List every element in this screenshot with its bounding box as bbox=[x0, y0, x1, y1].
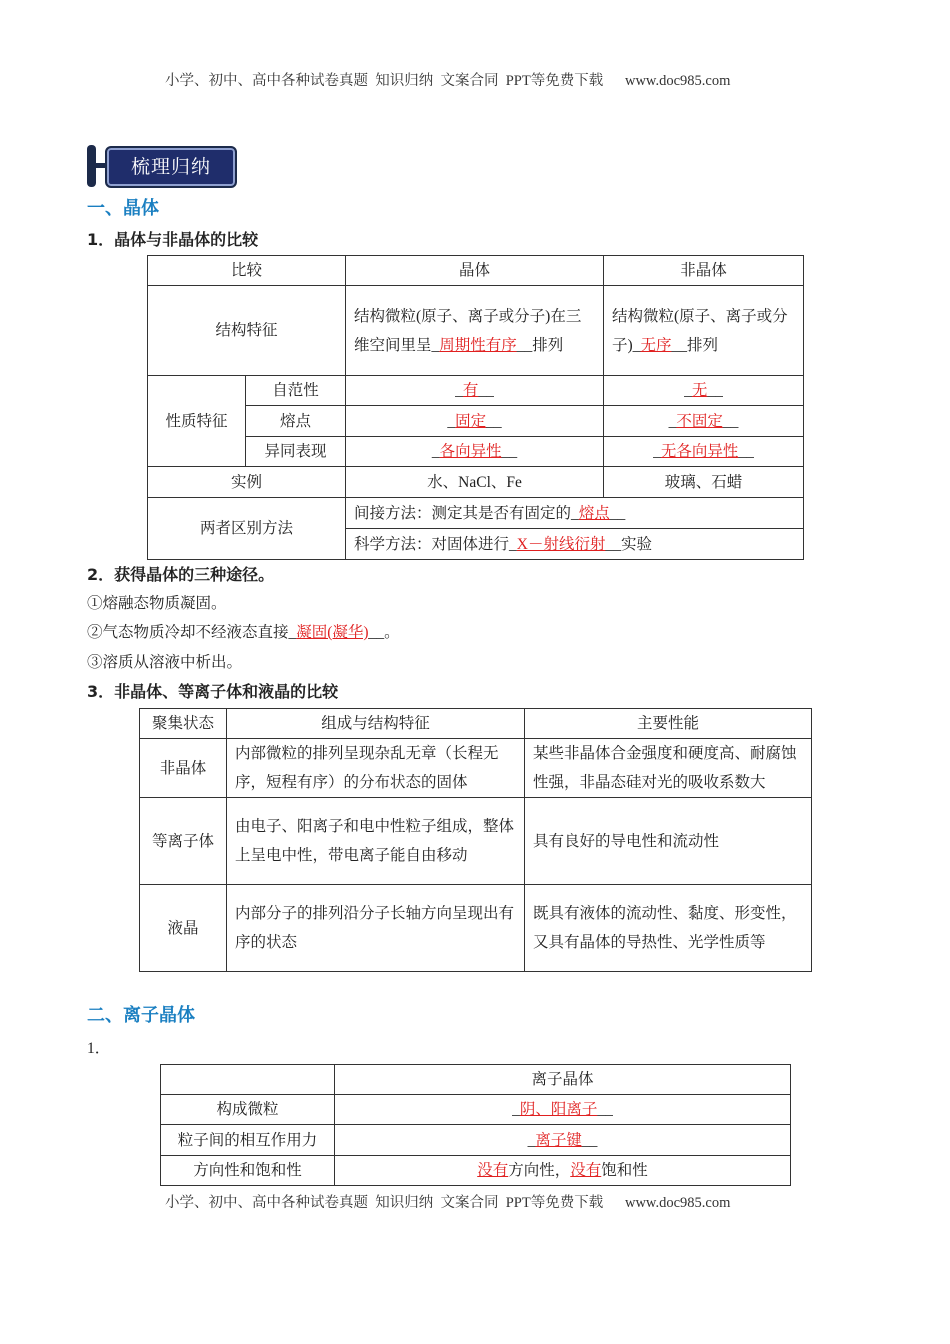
paragraph: ①熔融态物质凝固。 bbox=[87, 595, 227, 612]
answer-cell bbox=[335, 1156, 791, 1186]
answer-text: 熔点 bbox=[578, 504, 610, 522]
answer-cell: _各向异性__ bbox=[346, 437, 604, 467]
cell: 玻璃、石蜡 bbox=[604, 467, 804, 498]
text: __。 bbox=[368, 624, 400, 641]
method-cell bbox=[346, 498, 804, 529]
text: 饱和性 bbox=[601, 1162, 648, 1179]
answer-cell: _阴、阳离子__ bbox=[335, 1095, 791, 1125]
feature-cell: 由电子、阳离子和电中性粒子组成，整体上呈电中性，带电离子能自由移动 bbox=[227, 798, 525, 885]
feature-cell: 内部微粒的排列呈现杂乱无章（长程无序，短程有序）的分布状态的固体 bbox=[227, 739, 525, 798]
states-comparison-table bbox=[139, 708, 812, 972]
text: __实验 bbox=[605, 535, 652, 553]
answer-cell: _有__ bbox=[346, 376, 604, 406]
answer-text: 无各向异性 bbox=[660, 443, 739, 460]
row-label: 熔点 bbox=[246, 406, 346, 437]
property-cell: 某些非晶体合金强度和硬度高、耐腐蚀性强，非晶态硅对光的吸收系数大 bbox=[525, 739, 812, 798]
state-cell: 非晶体 bbox=[140, 739, 227, 798]
answer-cell: _无各向异性__ bbox=[604, 437, 804, 467]
item-number: 1． bbox=[87, 1040, 111, 1057]
answer-text: 阴、阳离子 bbox=[519, 1101, 598, 1118]
row-label: 粒子间的相互作用力 bbox=[161, 1125, 335, 1156]
state-cell: 等离子体 bbox=[140, 798, 227, 885]
header-cell: 晶体 bbox=[346, 256, 604, 286]
subheading-3: 3．非晶体、等离子体和液晶的比较 bbox=[87, 682, 339, 701]
row-label: 结构特征 bbox=[148, 286, 346, 376]
subheading-2: 2．获得晶体的三种途径。 bbox=[87, 565, 275, 584]
header-cell: 聚集状态 bbox=[140, 709, 227, 739]
banner-title: 梳理归纳 bbox=[105, 146, 237, 188]
answer-text: 有 bbox=[462, 382, 479, 399]
page-header: 小学、初中、高中各种试卷真题 知识归纳 文案合同 PPT等免费下载 www.doc985.com bbox=[165, 73, 731, 89]
header-cell: 非晶体 bbox=[604, 256, 804, 286]
row-label: 自范性 bbox=[246, 376, 346, 406]
answer-text: 凝固(凝华) bbox=[296, 624, 369, 641]
answer-cell: _离子键__ bbox=[335, 1125, 791, 1156]
answer-text: 各向异性 bbox=[439, 443, 502, 460]
row-label: 构成微粒 bbox=[161, 1095, 335, 1125]
header-cell: 主要性能 bbox=[525, 709, 812, 739]
text: 方向性， bbox=[508, 1162, 571, 1179]
row-label: 方向性和饱和性 bbox=[161, 1156, 335, 1186]
text: 间接方法：测定其是否有固定的_ bbox=[354, 504, 579, 522]
answer-text: 无序 bbox=[640, 336, 672, 354]
answer-text: 不固定 bbox=[676, 412, 723, 430]
header-cell: 离子晶体 bbox=[335, 1065, 791, 1095]
text: __排列 bbox=[671, 336, 718, 354]
row-label: 异同表现 bbox=[246, 437, 346, 467]
text: __ bbox=[609, 504, 626, 522]
row-label: 实例 bbox=[148, 467, 346, 498]
banner-bar-decoration bbox=[87, 145, 96, 187]
answer-cell: _无__ bbox=[604, 376, 804, 406]
crystal-structure-cell bbox=[346, 286, 604, 376]
answer-text: 无 bbox=[691, 382, 708, 399]
ionic-crystal-table bbox=[160, 1064, 791, 1186]
section-2-title: 二、离子晶体 bbox=[87, 1005, 195, 1026]
section-1-title: 一、晶体 bbox=[87, 198, 159, 219]
feature-cell: 内部分子的排列沿分子长轴方向呈现出有序的状态 bbox=[227, 885, 525, 972]
property-cell: 既具有液体的流动性、黏度、形变性，又具有晶体的导热性、光学性质等 bbox=[525, 885, 812, 972]
subheading-1: 1．晶体与非晶体的比较 bbox=[87, 230, 259, 249]
answer-text: 周期性有序 bbox=[439, 336, 517, 354]
property-cell: 具有良好的导电性和流动性 bbox=[525, 798, 812, 885]
method-cell bbox=[346, 529, 804, 560]
state-cell: 液晶 bbox=[140, 885, 227, 972]
answer-text: 离子键 bbox=[535, 1131, 582, 1149]
answer-text: 没有 bbox=[570, 1162, 602, 1179]
header-cell: 比较 bbox=[148, 256, 346, 286]
answer-text: 没有 bbox=[477, 1162, 509, 1179]
paragraph bbox=[87, 620, 400, 642]
text: 结构微粒(原子、离子或分子)_ bbox=[612, 307, 788, 354]
text: 结构微粒(原子、离子或分子)在三维空间里呈_ bbox=[354, 307, 582, 354]
page-footer: 小学、初中、高中各种试卷真题 知识归纳 文案合同 PPT等免费下载 www.doc985.com bbox=[165, 1195, 731, 1211]
header-cell: 组成与结构特征 bbox=[227, 709, 525, 739]
answer-text: X－射线衍射 bbox=[516, 535, 606, 553]
text: 科学方法：对固体进行_ bbox=[354, 535, 517, 553]
cell: 水、NaCl、Fe bbox=[346, 467, 604, 498]
answer-text: 固定 bbox=[455, 412, 487, 430]
empty-header-cell bbox=[161, 1065, 335, 1095]
row-label: 两者区别方法 bbox=[148, 498, 346, 560]
row-label: 性质特征 bbox=[148, 376, 246, 467]
crystal-comparison-table bbox=[147, 255, 804, 560]
answer-cell: _固定__ bbox=[346, 406, 604, 437]
amorphous-structure-cell bbox=[604, 286, 804, 376]
answer-cell: _不固定__ bbox=[604, 406, 804, 437]
text: ②气态物质冷却不经液态直接_ bbox=[87, 624, 297, 641]
paragraph: ③溶质从溶液中析出。 bbox=[87, 654, 243, 671]
section-banner bbox=[87, 145, 237, 187]
text: __排列 bbox=[516, 336, 564, 354]
